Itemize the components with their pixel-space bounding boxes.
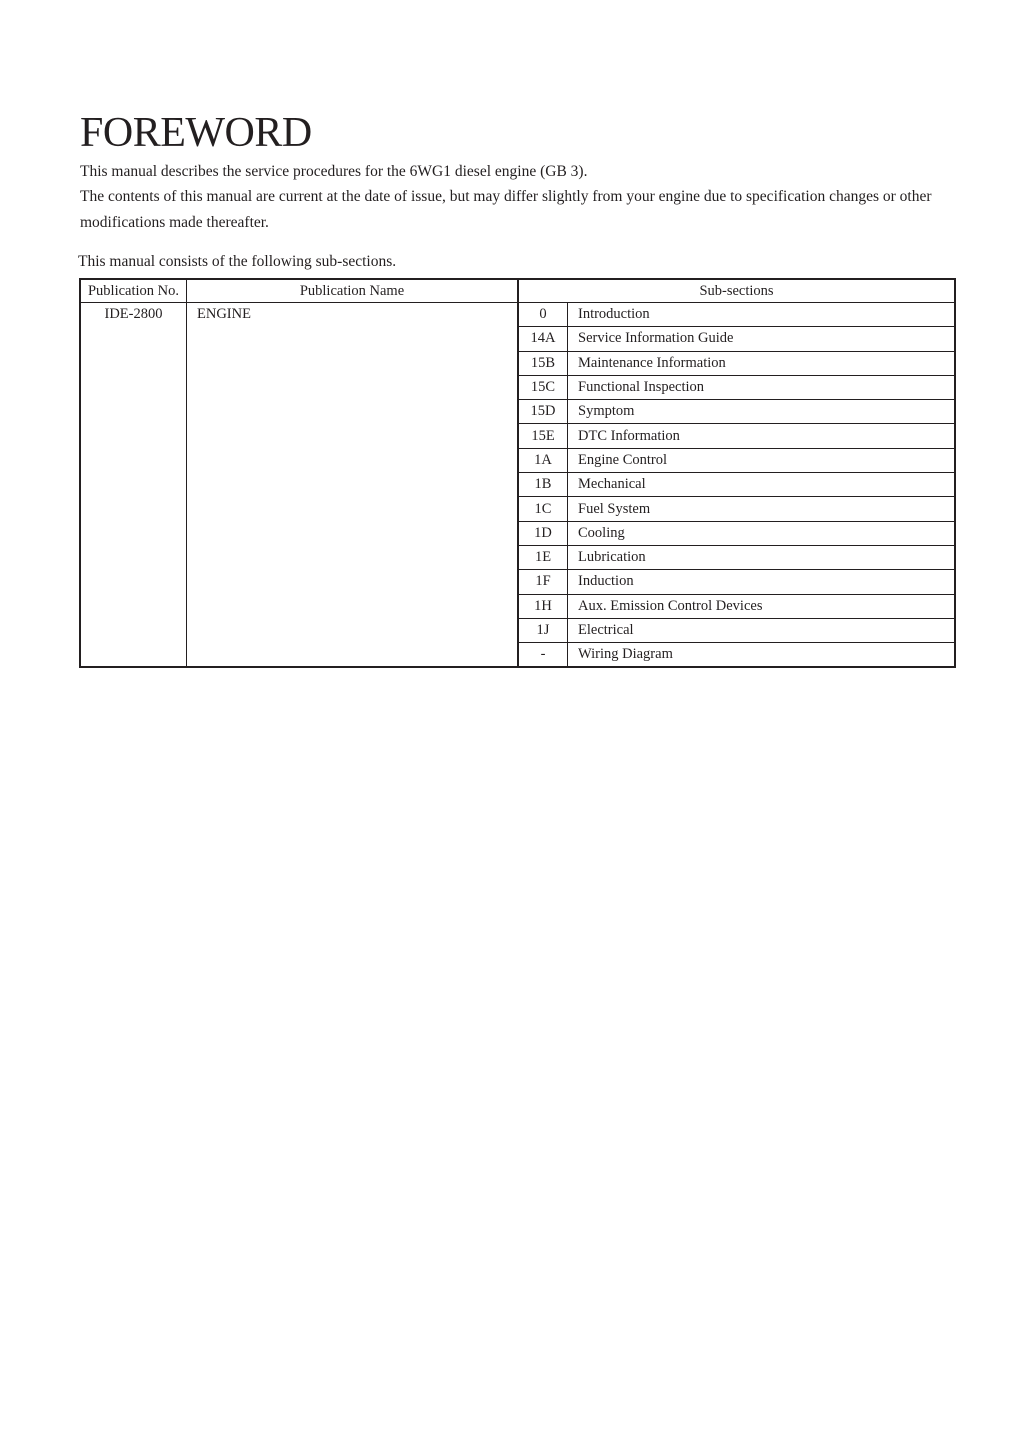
publication-no-cell: IDE-2800 bbox=[80, 303, 187, 668]
table-caption: This manual consists of the following sub-sections. bbox=[78, 253, 397, 270]
subsection-name: Mechanical bbox=[568, 473, 956, 497]
subsection-code: 15D bbox=[518, 400, 568, 424]
subsection-name: DTC Information bbox=[568, 424, 956, 448]
subsection-code: 1B bbox=[518, 473, 568, 497]
page-title: FOREWORD bbox=[80, 110, 312, 156]
subsection-name: Service Information Guide bbox=[568, 327, 956, 351]
subsection-code: 1E bbox=[518, 545, 568, 569]
disclaimer-paragraph: The contents of this manual are current at the date of issue, but may differ slightly from your engine due to specification changes or other modifications made thereafter. bbox=[80, 188, 932, 231]
subsection-code: 14A bbox=[518, 327, 568, 351]
subsection-code: 1A bbox=[518, 448, 568, 472]
subsection-name: Induction bbox=[568, 570, 956, 594]
header-publication-no: Publication No. bbox=[80, 279, 187, 303]
subsection-code: 1H bbox=[518, 594, 568, 618]
subsection-code: 0 bbox=[518, 303, 568, 327]
table-body bbox=[80, 303, 955, 668]
table-header-row bbox=[80, 279, 955, 303]
subsection-name: Wiring Diagram bbox=[568, 643, 956, 668]
subsection-code: 15E bbox=[518, 424, 568, 448]
subsection-name: Cooling bbox=[568, 521, 956, 545]
subsection-name: Electrical bbox=[568, 618, 956, 642]
subsections-table bbox=[79, 278, 956, 668]
subsection-name: Lubrication bbox=[568, 545, 956, 569]
subsection-code: 1C bbox=[518, 497, 568, 521]
subsection-name: Fuel System bbox=[568, 497, 956, 521]
subsection-name: Aux. Emission Control Devices bbox=[568, 594, 956, 618]
subsection-code: - bbox=[518, 643, 568, 668]
subsection-name: Introduction bbox=[568, 303, 956, 327]
subsection-code: 1F bbox=[518, 570, 568, 594]
subsection-code: 15B bbox=[518, 351, 568, 375]
header-subsections: Sub-sections bbox=[518, 279, 955, 303]
subsection-name: Functional Inspection bbox=[568, 375, 956, 399]
table-row bbox=[80, 303, 955, 327]
subsection-code: 1J bbox=[518, 618, 568, 642]
publication-name-cell: ENGINE bbox=[187, 303, 519, 668]
header-publication-name: Publication Name bbox=[187, 279, 519, 303]
subsection-name: Symptom bbox=[568, 400, 956, 424]
intro-paragraph: This manual describes the service procedures for the 6WG1 diesel engine (GB 3). bbox=[80, 163, 588, 180]
subsection-name: Engine Control bbox=[568, 448, 956, 472]
subsection-name: Maintenance Information bbox=[568, 351, 956, 375]
subsection-code: 1D bbox=[518, 521, 568, 545]
subsection-code: 15C bbox=[518, 375, 568, 399]
